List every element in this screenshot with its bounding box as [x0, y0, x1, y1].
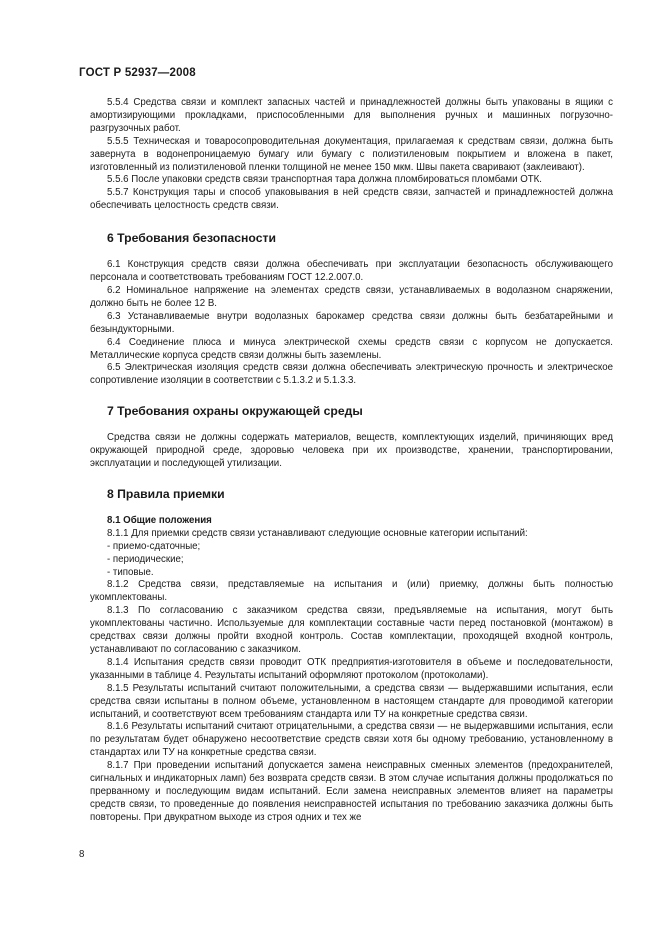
list-item: - типовые.: [107, 566, 154, 578]
page-number: 8: [79, 849, 85, 860]
paragraph: 8.1.1 Для приемки средств связи устанавливают следующие основные категории испытаний:: [107, 527, 528, 539]
paragraph: 6.3 Устанавливаемые внутри водолазных барокамер средства связи должны быть безбатарейными и безындукторными.: [90, 310, 613, 335]
list-item: - периодические;: [107, 553, 184, 565]
paragraph: 5.5.5 Техническая и товаросопроводительная документация, прилагаемая к средствам связи, должна быть завернута в водонепроницаемую бумагу или бумагу с полиэтиленовым покрытием и вложена в пакет, изготовленный из полиэтиленовой пленки толщиной не менее 150 мкм. Швы пакета сваривают (заклеивают).: [90, 135, 613, 173]
paragraph: 5.5.6 После упаковки средств связи транспортная тара должна пломбироваться пломбами ОТК.: [107, 174, 542, 186]
paragraph: 8.1.7 При проведении испытаний допускается замена неисправных сменных элементов (предохранителей, сигнальных и индикаторных ламп) без возврата средств связи. В этом случае испытания должны продолжаться по прерванному и последующим видам испытаний. Если замена неисправных элементов влияет на параметры средств связи, то проведенные до появления неисправностей испытания по требованию заказчика должны быть повторены. При двукратном выходе из строя одних и тех же: [90, 760, 613, 823]
paragraph: 6.1 Конструкция средств связи должна обеспечивать при эксплуатации безопасность обслуживающего персонала и соответствовать требованиям ГОСТ 12.2.007.0.: [90, 259, 613, 284]
page-header: ГОСТ Р 52937—2008: [79, 67, 196, 79]
section-heading: 8 Правила приемки: [107, 486, 225, 501]
paragraph: 8.1.6 Результаты испытаний считают отрицательными, а средства связи — не выдержавшими испытания, если по результатам будет обнаружено несоответствие средств связи хотя бы одному требованию, установленному в стандартах или ТУ на конкретные средства связи.: [90, 721, 613, 759]
paragraph: 6.5 Электрическая изоляция средств связи должна обеспечивать электрическую прочность и электрическое сопротивление изоляции в соответствии с 5.1.3.2 и 5.1.3.3.: [90, 362, 613, 387]
paragraph: 8.1.5 Результаты испытаний считают положительными, а средства связи — выдержавшими испытания, если средства связи испытаны в полном объеме, установленном в настоящем стандарте для проводимой категории испытаний, и соответствуют всем требованиям стандарта или ТУ на конкретные средства связи.: [90, 682, 613, 720]
paragraph: 8.1.2 Средства связи, представляемые на испытания и (или) приемку, должны быть полностью укомплектованы.: [90, 579, 613, 604]
paragraph: Средства связи не должны содержать материалов, веществ, комплектующих изделий, причиняющих вред окружающей природной среде, здоровью человека при их производстве, хранении, транспортировании, эксплуатации и последующей утилизации.: [90, 432, 613, 470]
section-heading: 6 Требования безопасности: [107, 231, 276, 246]
paragraph: 8.1.4 Испытания средств связи проводит ОТК предприятия-изготовителя в объеме и последовательности, указанными в таблице 4. Результаты испытаний оформляют протоколом (протоколами).: [90, 656, 613, 681]
section-heading: 7 Требования охраны окружающей среды: [107, 404, 363, 419]
paragraph: 5.5.4 Средства связи и комплект запасных частей и принадлежностей должны быть упакованы в ящики с амортизирующими прокладками, приспособленными для выполнения ручных и машинных погрузочно-разгрузочных работ.: [90, 97, 613, 134]
paragraph: 8.1.3 По согласованию с заказчиком средства связи, предъявляемые на испытания, могут быть укомплектованы частично. Используемые для комплектации составные части перед постановкой (монтажом) в средствах связи должны пройти входной контроль. Состав комплектации, проходящей входной контроль, устанавливают по согласованию с заказчиком.: [90, 605, 613, 655]
subsection-heading: 8.1 Общие положения: [107, 514, 212, 526]
document-body: [90, 97, 613, 825]
paragraph: 5.5.7 Конструкция тары и способ упаковывания в ней средств связи, запчастей и принадлежностей должна обеспечивать целостность средств связи.: [90, 187, 613, 212]
list-item: - приемо-сдаточные;: [107, 540, 201, 552]
paragraph: 6.2 Номинальное напряжение на элементах средств связи, устанавливаемых в водолазном снаряжении, должно быть не более 12 В.: [90, 284, 613, 309]
paragraph: 6.4 Соединение плюса и минуса электрической схемы средств связи с корпусом не допускается. Металлические корпуса средств связи должны быть заземлены.: [90, 336, 613, 361]
